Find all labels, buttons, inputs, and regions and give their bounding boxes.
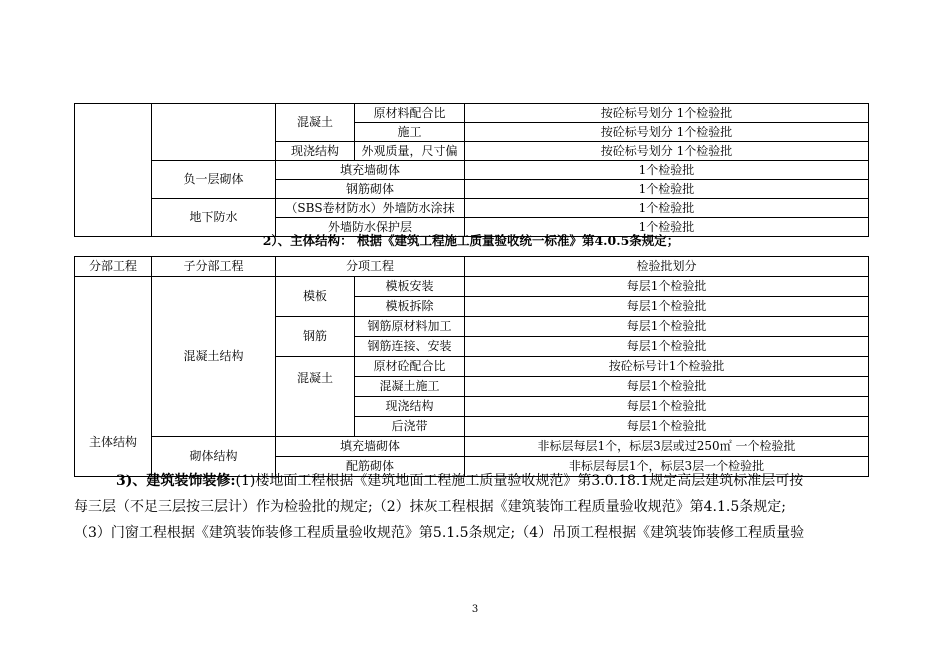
paragraph-text: (1)楼地面工程根据《建筑地面工程施工质量验收规范》第3.0.18.1规定高层建筑标准层可按 xyxy=(235,473,804,489)
table-cell: 填充墙砌体 xyxy=(276,437,465,457)
table-cell: 外墙防水保护层 xyxy=(276,218,465,237)
column-header: 分项工程 xyxy=(276,257,465,277)
table-cell: 按砼标号划分 1个检验批 xyxy=(465,104,869,123)
paragraph-line xyxy=(74,468,874,494)
table-header-row xyxy=(75,257,869,277)
table-cell: 钢筋原材料加工 xyxy=(355,317,465,337)
table-cell: 配筋砌体 xyxy=(276,457,465,477)
table-cell: 按砼标号划分 1个检验批 xyxy=(465,142,869,161)
table-cell: 混凝土施工 xyxy=(355,377,465,397)
table-row xyxy=(75,104,869,123)
table-row xyxy=(75,277,869,297)
column-header: 子分部工程 xyxy=(152,257,276,277)
table-cell: 按砼标号计1个检验批 xyxy=(465,357,869,377)
table-cell: 每层1个检验批 xyxy=(465,397,869,417)
table-cell: 钢筋砌体 xyxy=(276,180,465,199)
page-number: 3 xyxy=(471,604,479,615)
table-cell: 主体结构 xyxy=(75,277,152,477)
table-cell: 后浇带 xyxy=(355,417,465,437)
table-row xyxy=(75,199,869,218)
table-cell: 现浇结构 xyxy=(355,397,465,417)
column-header: 检验批划分 xyxy=(465,257,869,277)
table-cell: 现浇结构 xyxy=(276,142,355,161)
table-cell: 模板 xyxy=(276,277,355,317)
table-cell: 混凝土结构 xyxy=(152,277,276,437)
table-cell: 每层1个检验批 xyxy=(465,317,869,337)
table-cell: 模板拆除 xyxy=(355,297,465,317)
table-cell: 施工 xyxy=(355,123,465,142)
table-cell: 地下防水 xyxy=(152,199,276,237)
decoration-paragraph xyxy=(74,468,874,546)
table-cell: （SBS卷材防水）外墙防水涂抹 xyxy=(276,199,465,218)
table-cell: 非标层每层1个，标层3层一个检验批 xyxy=(465,457,869,477)
table-cell: 每层1个检验批 xyxy=(465,417,869,437)
table-cell: 每层1个检验批 xyxy=(465,297,869,317)
table-cell: 每层1个检验批 xyxy=(465,377,869,397)
table-cell: 1个检验批 xyxy=(465,180,869,199)
table-continued xyxy=(74,103,869,237)
table-cell: 1个检验批 xyxy=(465,218,869,237)
table-cell: 每层1个检验批 xyxy=(465,337,869,357)
table-cell: 原材料配合比 xyxy=(355,104,465,123)
paragraph-lead: 3)、建筑装饰装修: xyxy=(116,473,236,489)
table-cell: 原材砼配合比 xyxy=(355,357,465,377)
table-cell: 混凝土 xyxy=(276,357,355,437)
table-cell: 负一层砌体 xyxy=(152,161,276,199)
table-cell: 1个检验批 xyxy=(465,161,869,180)
main-structure-table xyxy=(74,256,869,477)
table-row xyxy=(75,161,869,180)
column-header: 分部工程 xyxy=(75,257,152,277)
table-cell: 按砼标号划分 1个检验批 xyxy=(465,123,869,142)
table-cell xyxy=(75,104,152,237)
table-cell: 每层1个检验批 xyxy=(465,277,869,297)
table-cell: 填充墙砌体 xyxy=(276,161,465,180)
table-cell: 1个检验批 xyxy=(465,199,869,218)
table-cell: 非标层每层1个，标层3层或过250㎡ 一个检验批 xyxy=(465,437,869,457)
table-cell: 模板安装 xyxy=(355,277,465,297)
paragraph-line: （3）门窗工程根据《建筑装饰装修工程质量验收规范》第5.1.5条规定;（4）吊顶工程根据《建筑装饰装修工程质量验 xyxy=(74,525,805,541)
table-cell xyxy=(152,104,276,161)
table-cell: 砌体结构 xyxy=(152,437,276,477)
section-heading: 2）、主体结构： 根据《建筑工程施工质量验收统一标准》第4.0.5条规定； xyxy=(262,233,680,248)
table-cell: 钢筋连接、安装 xyxy=(355,337,465,357)
table-row xyxy=(75,437,869,457)
table-cell: 钢筋 xyxy=(276,317,355,357)
paragraph-line: 每三层（不足三层按三层计）作为检验批的规定;（2）抹灰工程根据《建筑装饰工程质量验收规范》第4.1.5条规定; xyxy=(74,499,786,515)
table-cell: 外观质量，尺寸偏 xyxy=(355,142,465,161)
table-cell: 混凝土 xyxy=(276,104,355,142)
